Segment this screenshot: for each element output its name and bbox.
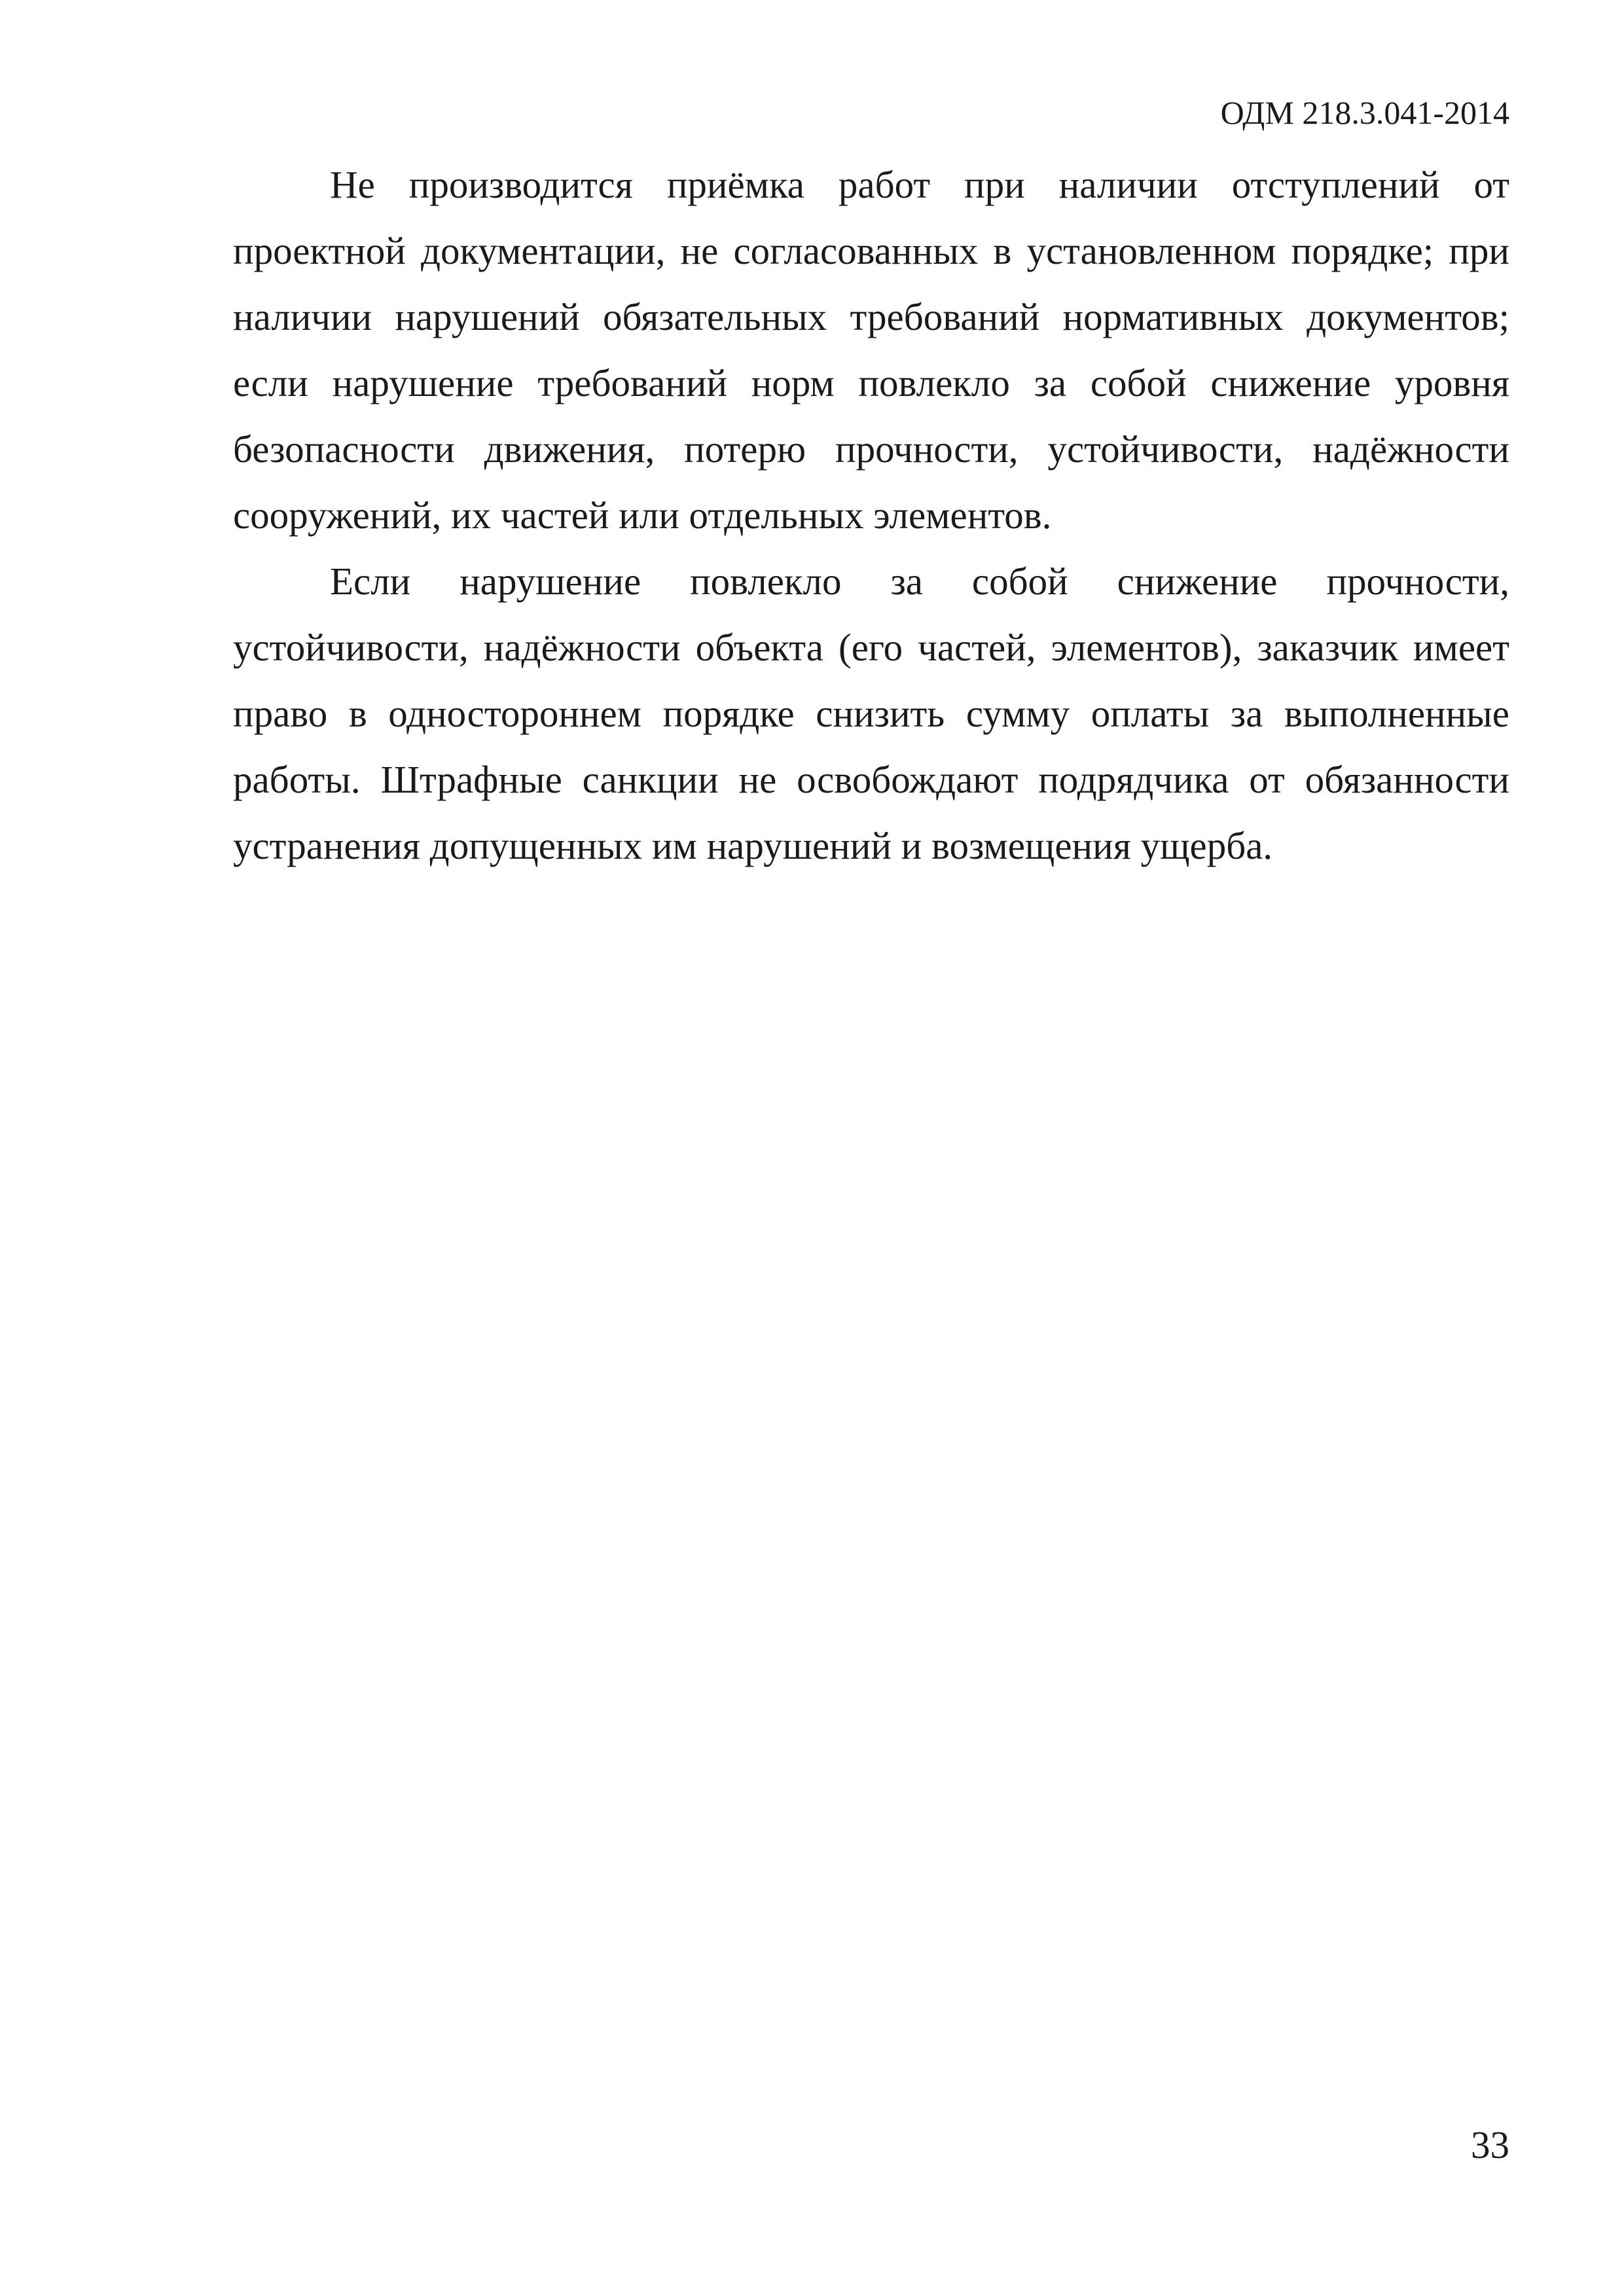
paragraph-acceptance-refusal: Не производится приёмка работ при наличии отступлений от проектной документации, не согласованных в установленном порядке; при наличии нарушений обязательных требований нормативных документов; если нарушение требований норм повлекло за собой снижение уровня безопасности движения, потерю прочности, устойчивости, надёжности сооружений, их частей или отдельных элементов. [233,163,1509,537]
document-code: ОДМ 218.3.041-2014 [1220,94,1509,131]
document-body [233,152,1509,879]
paragraph-payment-reduction: Если нарушение повлекло за собой снижение прочности, устойчивости, надёжности объекта (его частей, элементов), заказчик имеет право в одностороннем порядке снизить сумму оплаты за выполненные работы. Штрафные санкции не освобождают подрядчика от обязанности устранения допущенных им нарушений и возмещения ущерба. [233,560,1509,867]
page-number: 33 [1471,2123,1509,2166]
